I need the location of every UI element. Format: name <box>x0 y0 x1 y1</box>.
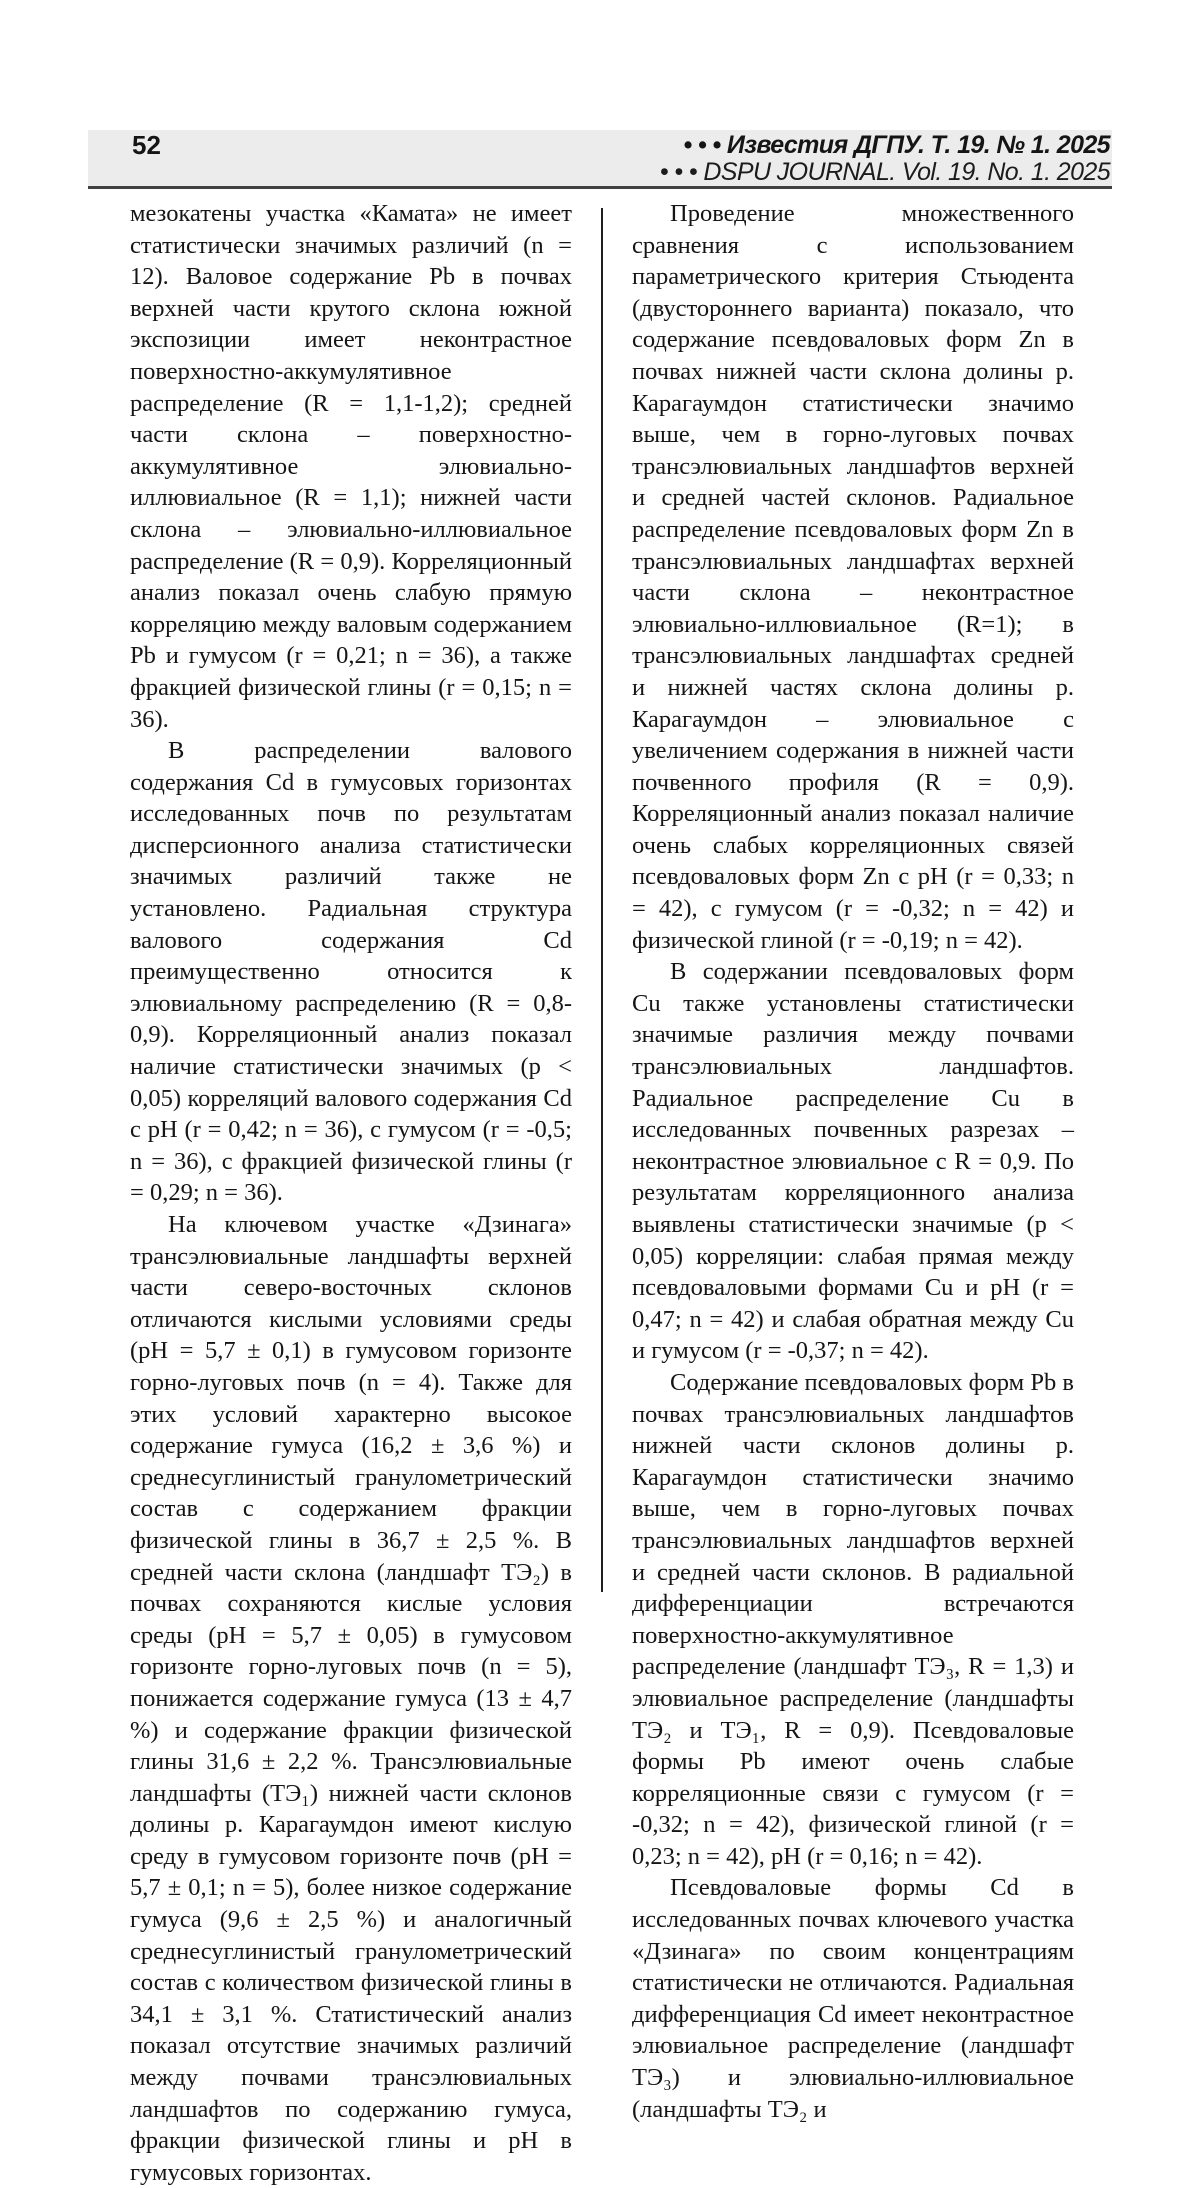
paragraph-left-3: На ключевом участке «Дзинага» трансэлювиальные ландшафты верхней части северо-восточных склонов отличаются кислыми условиями среды (pH = 5,7 ± 0,1) в гумусовом горизонте горно-луговых почв (n = 4). Также для этих условий характерно высокое содержание гумуса (16,2 ± 3,6 %) и среднесуглинистый гранулометрический состав с содержанием фракции физической глины в 36,7 ± 2,5 %. В средней части склона (ландшафт ТЭ₂) в почвах сохраняются кислые условия среды (pH = 5,7 ± 0,05) в гумусовом горизонте горно-луговых почв (n = 5), понижается содержание гумуса (13 ± 4,7 %) и содержание фракции физической глины 31,6 ± 2,2 %. Трансэлювиальные ландшафты (ТЭ₁) нижней части склонов долины р. Карагаумдон имеют кислую среду в гумусовом горизонте почв (pH = 5,7 ± 0,1; n = 5), более низкое содержание гумуса (9,6 ± 2,5 %) и аналогичный среднесуглинистый гранулометрический состав с количеством физической глины в 34,1 ± 3,1 %. Статистический анализ показал отсутствие значимых различий между почвами трансэлювиальных ландшафтов по содержанию гумуса, фракции физической глины и pH в гумусовых горизонтах. <box>130 1211 572 2186</box>
paragraph-right-3: Содержание псевдоваловых форм Pb в почвах трансэлювиальных ландшафтов нижней части склонов долины р. Карагаумдон статистически значимо выше, чем в горно-луговых почвах трансэлювиальных ландшафтов верхней и средней части склонов. В радиальной дифференциации встречаются поверхностно-аккумулятивное распределение (ландшафт ТЭ₃, R = 1,3) и элювиальное распределение (ландшафты ТЭ₂ и ТЭ₁, R = 0,9). Псевдоваловые формы Pb имеют очень слабые корреляционные связи с гумусом (r = -0,32; n = 42), физической глиной (r = 0,23; n = 42), pH (r = 0,16; n = 42). <box>632 1368 1074 1870</box>
journal-title-english: • • • DSPU JOURNAL. Vol. 19. No. 1. 2025 <box>659 158 1110 186</box>
paragraph-right-1: Проведение множественного сравнения с использованием параметрического критерия Стьюдента (двустороннего варианта) показало, что содержание псевдоваловых форм Zn в почвах нижней части склона долины р. Карагаумдон статистически значимо выше, чем в горно-луговых почвах трансэлювиальных ландшафтов верхней и средней частей склонов. Радиальное распределение псевдоваловых форм Zn в трансэлювиальных ландшафтах верхней части склона – неконтрастное элювиально-иллювиальное (R=1); в трансэлювиальных ландшафтах средней и нижней частях склона долины р. Карагаумдон – элювиальное с увеличением содержания в нижней части почвенного профиля (R = 0,9). Корреляционный анализ показал наличие очень слабых корреляционных связей псевдоваловых форм Zn с pH (r = 0,33; n = 42), с гумусом (r = -0,32; n = 42) и физической глиной (r = -0,19; n = 42). <box>632 200 1074 954</box>
running-head <box>88 130 1112 189</box>
paragraph-right-2: В содержании псевдоваловых форм Cu также установлены статистически значимые различия между почвами трансэлювиальных ландшафтов. Радиальное распределение Cu в исследованных почвенных разрезах – неконтрастное элювиальное с R = 0,9. По результатам корреляционного анализа выявлены статистически значимые (p < 0,05) корреляции: слабая прямая между псевдоваловыми формами Cu и pH (r = 0,47; n = 42) и слабая обратная между Cu и гумусом (r = -0,37; n = 42). <box>632 958 1074 1365</box>
journal-titles <box>660 131 1110 186</box>
paragraph-left-2: В распределении валового содержания Cd в гумусовых горизонтах исследованных почв по результатам дисперсионного анализа статистически значимых различий также не установлено. Радиальная структура валового содержания Cd преимущественно относится к элювиальному распределению (R = 0,8-0,9). Корреляционный анализ показал наличие статистически значимых (p < 0,05) корреляций валового содержания Cd с pH (r = 0,42; n = 36), с гумусом (r = -0,5; n = 36), с фракцией физической глины (r = 0,29; n = 36). <box>130 737 572 1207</box>
right-column <box>632 198 1074 2125</box>
column-divider <box>601 208 603 1592</box>
left-column <box>130 198 572 2188</box>
article-body <box>130 198 1074 2188</box>
page-number: 52 <box>132 130 161 160</box>
paragraph-right-4: Псевдоваловые формы Cd в исследованных почвах ключевого участка «Дзинага» по своим концентрациям статистически не отличаются. Радиальная дифференциация Cd имеет неконтрастное элювиальное распределение (ландшафт ТЭ₃) и элювиально-иллювиальное (ландшафты ТЭ₂ и <box>632 1874 1074 2123</box>
journal-title-russian: • • • Известия ДГПУ. Т. 19. № 1. 2025 <box>683 131 1110 159</box>
paragraph-left-1: мезокатены участка «Камата» не имеет статистически значимых различий (n = 12). Валовое содержание Pb в почвах верхней части крутого склона южной экспозиции имеет неконтрастное поверхностно-аккумулятивное распределение (R = 1,1-1,2); средней части склона – поверхностно-аккумулятивное элювиально-иллювиальное (R = 1,1); нижней части склона – элювиально-иллювиальное распределение (R = 0,9). Корреляционный анализ показал очень слабую прямую корреляцию между валовым содержанием Pb и гумусом (r = 0,21; n = 36), а также фракцией физической глины (r = 0,15; n = 36). <box>130 200 572 733</box>
